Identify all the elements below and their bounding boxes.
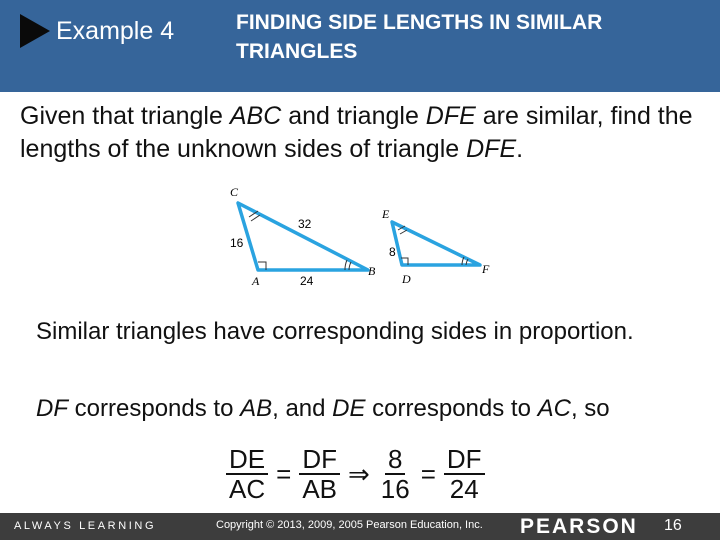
vertex-d-label: D <box>402 272 411 286</box>
fraction-df-24 <box>444 445 485 503</box>
vertex-b-label: B <box>368 264 376 278</box>
denominator: 16 <box>380 474 410 504</box>
denominator: AB <box>302 474 337 504</box>
correspondence-statement <box>36 393 706 425</box>
equals-sign: = <box>420 458 436 489</box>
similar-triangles-figure <box>222 182 510 292</box>
triangle-abc <box>230 185 376 288</box>
denominator: AC <box>229 474 266 504</box>
text-ab: AB <box>240 395 273 422</box>
text-part: corresponds to <box>68 395 241 422</box>
page-number: 16 <box>664 517 682 534</box>
denominator: 24 <box>449 474 479 504</box>
proportion-equation <box>222 445 489 503</box>
slide-title: FINDING SIDE LENGTHS IN SIMILAR TRIANGLES <box>236 11 603 63</box>
text-part: , so <box>570 395 610 422</box>
intro-dfe: DFE <box>466 135 517 163</box>
text-de: DE <box>332 395 366 422</box>
equals-sign: = <box>276 458 292 489</box>
always-learning-tagline: ALWAYS LEARNING <box>14 520 157 532</box>
fraction-8-16 <box>378 445 413 503</box>
numerator: DF <box>299 445 340 475</box>
implies-arrow-icon: ⇒ <box>348 458 370 489</box>
example-text: Example 4 <box>56 16 175 45</box>
numerator: DF <box>444 445 485 475</box>
numerator: DE <box>226 445 268 475</box>
intro-part: . <box>516 135 524 163</box>
fraction-df-ab <box>299 445 340 503</box>
vertex-c-label: C <box>230 185 239 199</box>
vertex-f-label: F <box>482 262 490 276</box>
side-ab-label: 24 <box>300 274 314 288</box>
vertex-e-label: E <box>382 207 390 221</box>
intro-text <box>20 100 710 166</box>
numerator: 8 <box>385 445 405 475</box>
text-ac: AC <box>537 395 571 422</box>
vertex-a-label: A <box>252 274 260 288</box>
fraction-de-ac <box>226 445 268 503</box>
side-ca-label: 16 <box>230 236 244 250</box>
text-part: , and <box>272 395 333 422</box>
footer-bar <box>0 513 720 540</box>
intro-part: and triangle <box>281 102 426 130</box>
side-cb-label: 32 <box>298 217 312 231</box>
text-part: corresponds to <box>365 395 538 422</box>
intro-part: Given that triangle <box>20 102 230 130</box>
intro-abc: ABC <box>229 102 282 130</box>
title-bar <box>0 0 720 92</box>
intro-part: are similar, find the lengths of the unknown sides of triangle <box>20 102 693 163</box>
copyright-text: Copyright © 2013, 2009, 2005 Pearson Education, Inc. <box>216 519 483 531</box>
triangle-dfe <box>381 207 490 286</box>
proportion-statement: Similar triangles have corresponding sides in proportion. <box>36 318 634 345</box>
text-df: DF <box>36 395 68 422</box>
intro-dfe: DFE <box>425 102 476 130</box>
example-label <box>20 14 174 48</box>
side-ed-label: 8 <box>389 245 396 259</box>
triangle-arrow-icon <box>20 14 50 48</box>
pearson-logo: PEARSON <box>520 515 638 538</box>
